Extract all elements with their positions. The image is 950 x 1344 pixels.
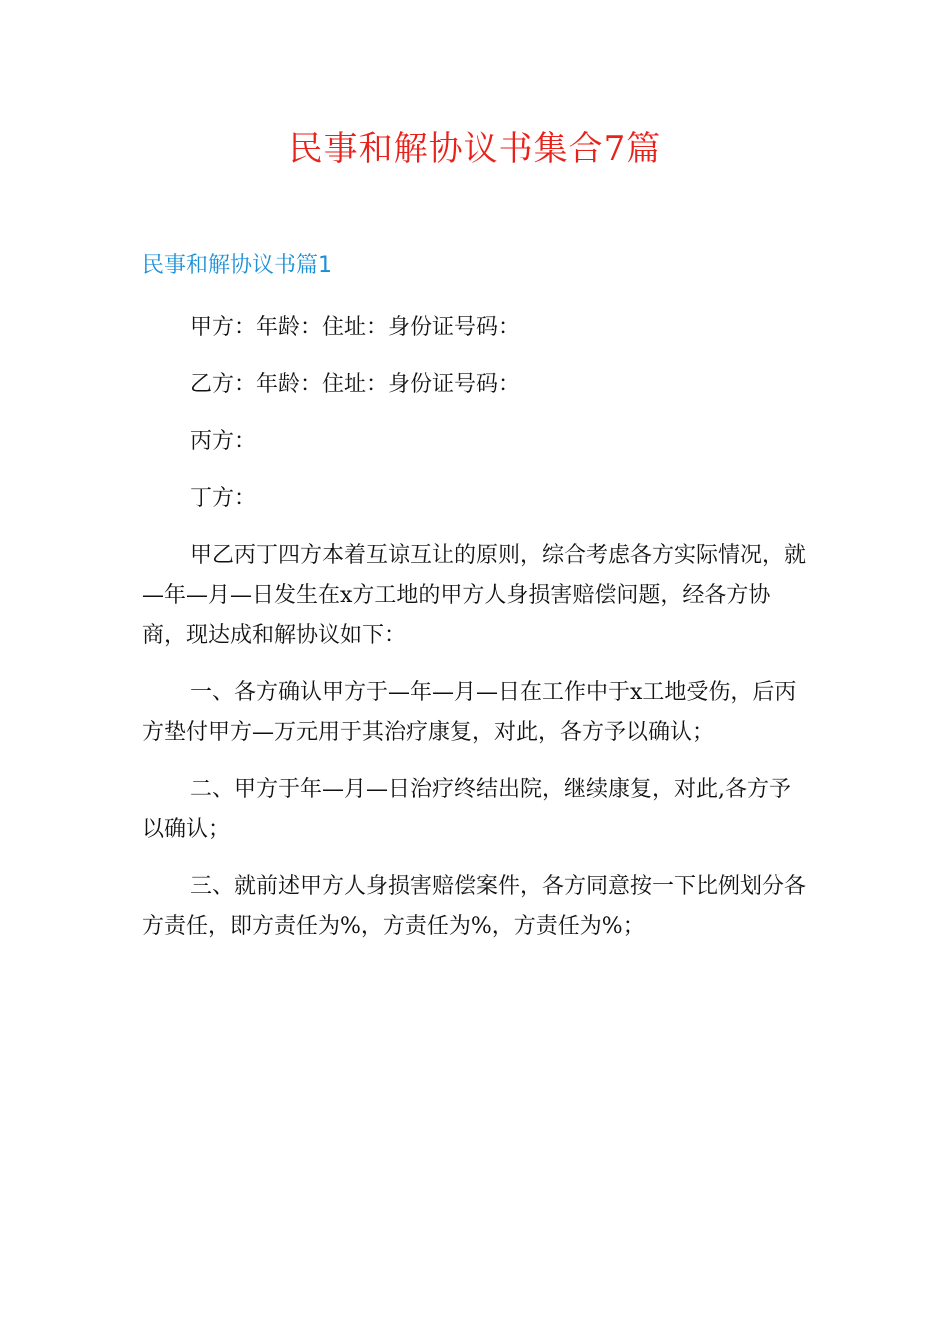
clause-2-paragraph: 二、甲方于年—月—日治疗终结出院，继续康复，对此,各方予以确认； (142, 777, 791, 842)
party-a-line: 甲方：年龄：住址：身份证号码： (190, 315, 521, 340)
clause-1-paragraph: 一、各方确认甲方于—年—月—日在工作中于x工地受伤，后丙方垫付甲方—万元用于其治疗康复，对此，各方予以确认； (142, 680, 797, 745)
document-title: 民事和解协议书集合7篇 (288, 129, 662, 169)
clause-3-paragraph: 三、就前述甲方人身损害赔偿案件，各方同意按一下比例划分各方责任，即方责任为%，方责任为%，方责任为%； (142, 874, 807, 939)
party-b-line: 乙方：年龄：住址：身份证号码： (190, 372, 521, 397)
party-d-line: 丁方： (190, 486, 257, 511)
document-body (142, 308, 812, 964)
section-heading: 民事和解协议书篇1 (142, 253, 332, 278)
preamble-paragraph: 甲乙丙丁四方本着互谅互让的原则，综合考虑各方实际情况，就—年—月—日发生在x方工地的甲方人身损害赔偿问题，经各方协商，现达成和解协议如下： (142, 543, 807, 648)
party-c-line: 丙方： (190, 429, 257, 454)
